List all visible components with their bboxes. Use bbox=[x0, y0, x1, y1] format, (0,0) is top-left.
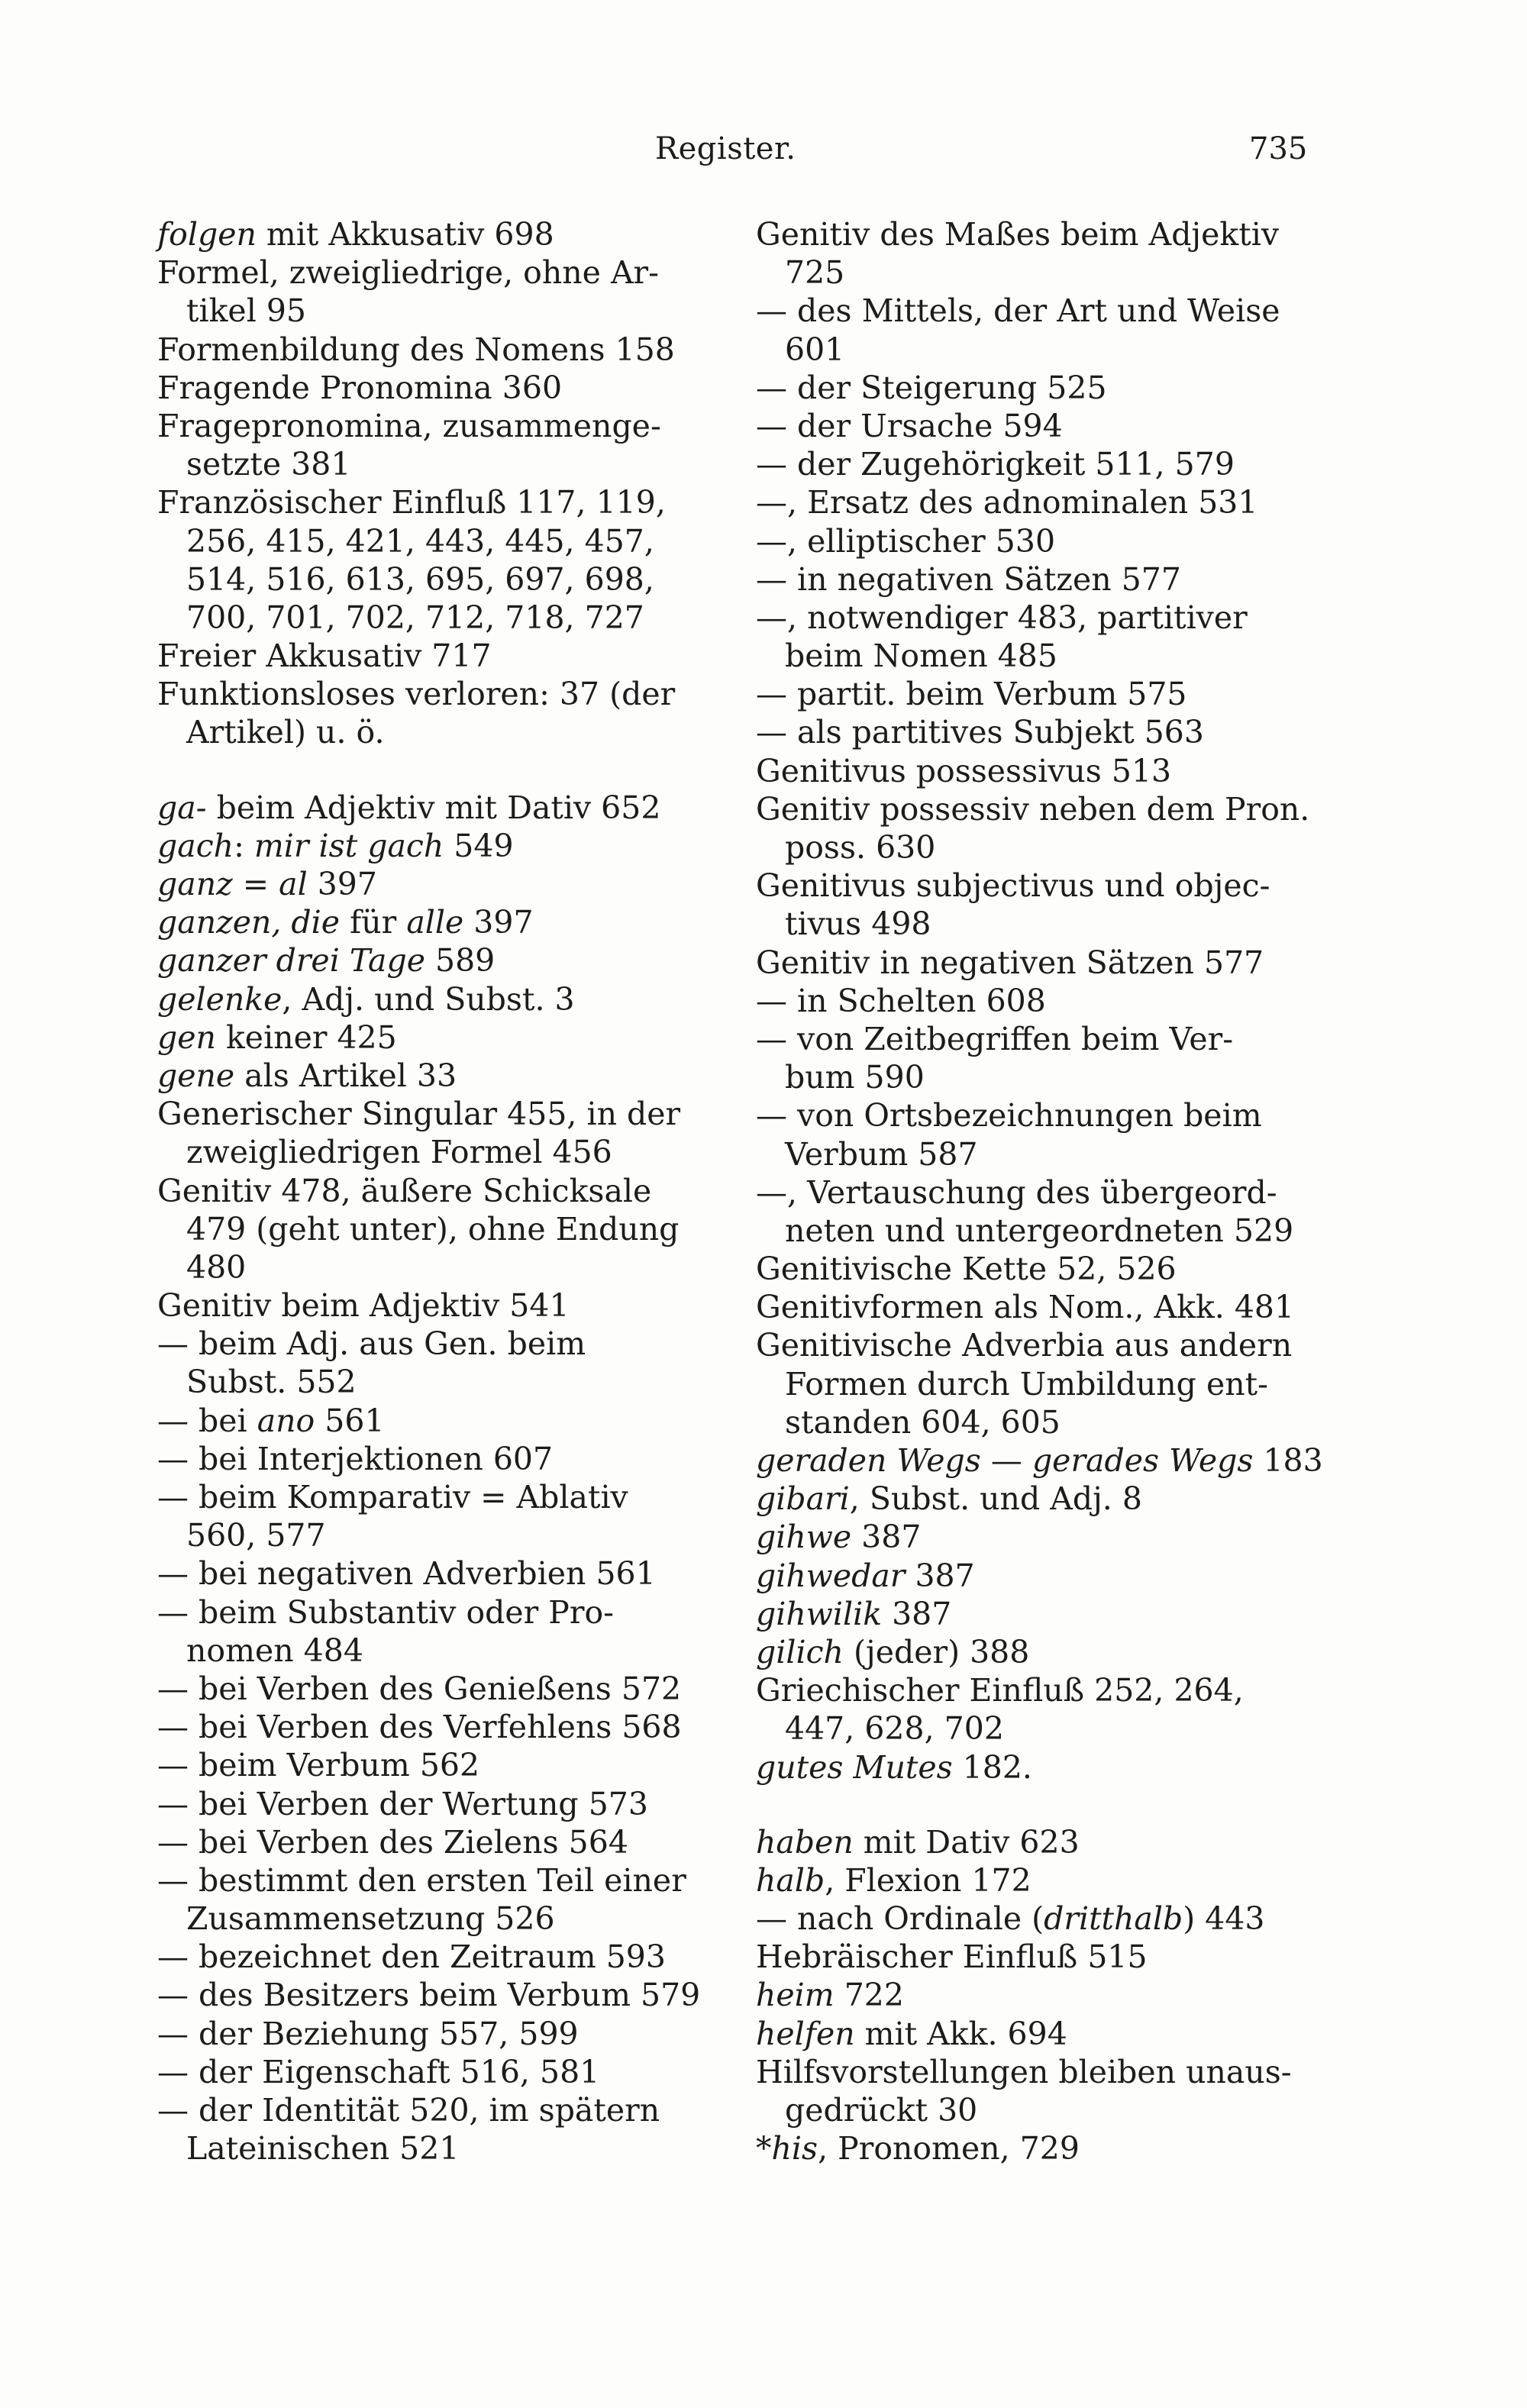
index-entry-line bbox=[756, 1976, 1315, 2014]
index-entry-continuation bbox=[157, 522, 707, 560]
index-entry-line bbox=[756, 675, 1315, 713]
index-term-italic: gihwe bbox=[756, 1519, 852, 1556]
index-entry-continuation bbox=[756, 1058, 1315, 1096]
index-entry-line bbox=[756, 944, 1315, 982]
index-text: — des Mittels, der Art und Weise bbox=[756, 292, 1280, 330]
index-text: — beim Substantiv oder Pro- bbox=[157, 1593, 615, 1631]
index-term-italic: al bbox=[279, 866, 308, 902]
index-entry-continuation bbox=[157, 1133, 707, 1171]
index-text: beim Adjektiv mit Dativ 652 bbox=[206, 789, 661, 826]
index-entry-continuation bbox=[756, 1365, 1315, 1403]
index-entry-line bbox=[157, 1095, 707, 1133]
index-entry-line bbox=[157, 483, 707, 521]
index-text: Subst. 552 bbox=[186, 1364, 357, 1401]
index-entry-line bbox=[756, 1633, 1315, 1671]
index-entry-line bbox=[756, 867, 1315, 905]
index-entry-line bbox=[756, 407, 1315, 445]
index-text: zweigliedrigen Formel 456 bbox=[186, 1134, 612, 1171]
index-entry-line bbox=[157, 1554, 707, 1593]
index-text: — bei Verben des Verfehlens 568 bbox=[157, 1709, 682, 1746]
index-text: 387 bbox=[882, 1595, 952, 1632]
index-term-italic: gibari bbox=[756, 1480, 850, 1518]
index-text: — bbox=[980, 1442, 1032, 1479]
index-entry-line bbox=[157, 1286, 707, 1325]
index-entry-line bbox=[756, 1480, 1315, 1518]
index-text: nomen 484 bbox=[186, 1632, 363, 1669]
index-entry-line bbox=[157, 1402, 707, 1440]
index-text: Verbum 587 bbox=[785, 1135, 978, 1173]
index-entry-line bbox=[756, 1595, 1315, 1633]
index-entry-continuation bbox=[756, 905, 1315, 943]
index-text: bum 590 bbox=[785, 1059, 925, 1096]
index-entry-line bbox=[756, 1326, 1315, 1364]
index-entry-line bbox=[756, 369, 1315, 407]
index-entry-continuation bbox=[756, 2091, 1315, 2129]
index-text: 725 bbox=[785, 254, 845, 292]
index-entry-line bbox=[756, 1900, 1315, 1938]
index-text: — von Ortsbezeichnungen beim bbox=[756, 1097, 1262, 1135]
index-text: — in negativen Sätzen 577 bbox=[756, 560, 1181, 598]
index-entry-line bbox=[157, 1593, 707, 1632]
index-entry-continuation bbox=[157, 713, 707, 751]
index-entry-line bbox=[756, 599, 1315, 637]
index-entry-line bbox=[756, 560, 1315, 599]
index-entry-continuation bbox=[756, 253, 1315, 292]
index-term-italic: gilich bbox=[756, 1633, 844, 1670]
index-text: Genitiv beim Adjektiv 541 bbox=[157, 1287, 570, 1325]
page-number: 735 bbox=[1249, 131, 1308, 166]
index-text: Genitivus subjectivus und objec- bbox=[756, 867, 1270, 905]
index-text: Zusammensetzung 526 bbox=[186, 1900, 555, 1938]
index-text: — der Steigerung 525 bbox=[756, 369, 1107, 406]
index-entry-continuation bbox=[756, 331, 1315, 369]
index-entry-line bbox=[756, 2015, 1315, 2053]
index-text: — bezeichnet den Zeitraum 593 bbox=[157, 1938, 666, 1976]
index-text: Hebräischer Einfluß 515 bbox=[756, 1938, 1148, 1976]
index-text: 387 bbox=[905, 1557, 975, 1594]
index-entry-line bbox=[756, 2129, 1315, 2168]
index-text: 183 bbox=[1253, 1442, 1323, 1479]
index-term-italic: gutes Mutes bbox=[756, 1748, 953, 1786]
index-entry-line bbox=[756, 1518, 1315, 1556]
index-text: Fragende Pronomina 360 bbox=[157, 369, 563, 406]
index-entry-continuation bbox=[157, 2129, 707, 2168]
index-entry-line bbox=[756, 1250, 1315, 1288]
index-entry-line bbox=[756, 713, 1315, 751]
index-entry-line bbox=[756, 1288, 1315, 1326]
index-text: 700, 701, 702, 712, 718, 727 bbox=[186, 599, 644, 636]
index-text: — beim Komparativ = Ablativ bbox=[157, 1479, 628, 1515]
index-term-italic: his bbox=[771, 2130, 818, 2168]
index-entry-continuation bbox=[756, 828, 1315, 867]
index-text: 182. bbox=[952, 1748, 1032, 1786]
index-text: standen 604, 605 bbox=[785, 1403, 1061, 1441]
index-text: — von Zeitbegriffen beim Ver- bbox=[756, 1020, 1234, 1057]
index-entry-line bbox=[157, 1670, 707, 1708]
index-term-italic: ganzen, die bbox=[157, 904, 341, 941]
index-text: Genitiv 478, äußere Schicksale bbox=[157, 1172, 652, 1209]
index-text: — bei negativen Adverbien 561 bbox=[157, 1555, 656, 1593]
index-text: — bei Verben der Wertung 573 bbox=[157, 1785, 648, 1822]
index-text: Generischer Singular 455, in der bbox=[157, 1096, 681, 1133]
index-text: keiner 425 bbox=[215, 1018, 397, 1056]
index-text: —, Vertauschung des übergeord- bbox=[756, 1173, 1277, 1211]
index-entry-line bbox=[157, 1018, 707, 1057]
index-text: — in Schelten 608 bbox=[756, 982, 1046, 1019]
index-text: — nach Ordinale ( bbox=[756, 1900, 1044, 1938]
index-entry-continuation bbox=[157, 1363, 707, 1401]
index-text: 560, 577 bbox=[186, 1517, 326, 1554]
index-term-italic: gerades Wegs bbox=[1031, 1442, 1254, 1479]
index-text: — bei Verben des Zielens 564 bbox=[157, 1823, 628, 1861]
index-entry-line bbox=[157, 1440, 707, 1478]
index-entry-line bbox=[756, 1557, 1315, 1595]
index-entry-line bbox=[756, 522, 1315, 560]
index-entry-line bbox=[157, 827, 707, 865]
index-entry-line bbox=[157, 1976, 707, 2014]
index-text: 256, 415, 421, 443, 445, 457, bbox=[186, 522, 654, 560]
index-text: — des Besitzers beim Verbum 579 bbox=[157, 1977, 701, 2014]
index-entry-line bbox=[756, 752, 1315, 790]
index-entry-line bbox=[157, 407, 707, 445]
index-text: — als partitives Subjekt 563 bbox=[756, 714, 1204, 751]
index-text: —, elliptischer 530 bbox=[756, 522, 1056, 560]
index-text: setzte 381 bbox=[186, 446, 351, 483]
index-entry-line bbox=[157, 637, 707, 675]
index-entry-line bbox=[157, 215, 707, 253]
index-term-italic: gihwilik bbox=[756, 1595, 883, 1632]
index-text: mit Akk. 694 bbox=[854, 2015, 1067, 2052]
index-term-italic: helfen bbox=[756, 2015, 855, 2052]
index-text: Funktionsloses verloren: 37 (der bbox=[157, 676, 676, 713]
index-entry-line bbox=[756, 982, 1315, 1020]
index-entry-line bbox=[157, 1861, 707, 1900]
index-entry-line bbox=[756, 2053, 1315, 2091]
index-text: Französischer Einfluß 117, 119, bbox=[157, 484, 666, 521]
index-term-italic: ano bbox=[257, 1402, 315, 1439]
index-text: = bbox=[232, 866, 279, 902]
index-entry-line bbox=[756, 1748, 1315, 1787]
index-entry-continuation bbox=[157, 1516, 707, 1554]
index-entry-continuation bbox=[157, 292, 707, 330]
index-entry-line bbox=[157, 865, 707, 903]
index-text: 549 bbox=[444, 827, 514, 864]
index-entry-continuation bbox=[756, 1403, 1315, 1441]
index-entry-line bbox=[756, 1173, 1315, 1212]
index-text: ) 443 bbox=[1183, 1900, 1265, 1938]
index-text: tivus 498 bbox=[785, 905, 931, 943]
index-entry-line bbox=[157, 331, 707, 369]
index-text: Genitiv in negativen Sätzen 577 bbox=[756, 944, 1264, 981]
index-entry-continuation bbox=[157, 599, 707, 637]
index-text: 722 bbox=[834, 1977, 904, 2014]
index-text: neten und untergeordneten 529 bbox=[785, 1212, 1294, 1249]
index-entry-line bbox=[157, 2091, 707, 2129]
index-text: für bbox=[340, 904, 407, 941]
index-entry-line bbox=[157, 675, 707, 713]
index-text: Formenbildung des Nomens 158 bbox=[157, 331, 675, 368]
index-text: Artikel) u. ö. bbox=[186, 714, 385, 751]
index-entry-line bbox=[756, 1020, 1315, 1058]
index-entry-line bbox=[756, 292, 1315, 330]
index-text: — beim Adj. aus Gen. beim bbox=[157, 1325, 586, 1363]
index-term-italic: gelenke bbox=[157, 980, 282, 1018]
index-text: Fragepronomina, zusammenge- bbox=[157, 407, 661, 444]
section-gap bbox=[756, 1787, 1315, 1823]
index-text: — bei Interjektionen 607 bbox=[157, 1440, 554, 1477]
index-entry-line bbox=[756, 483, 1315, 521]
index-term-italic: alle bbox=[406, 904, 464, 941]
index-text: poss. 630 bbox=[785, 829, 936, 866]
index-text: — der Eigenschaft 516, 581 bbox=[157, 2053, 600, 2090]
index-text: — der Zugehörigkeit 511, 579 bbox=[756, 446, 1235, 483]
index-entry-line bbox=[756, 445, 1315, 483]
index-text: 514, 516, 613, 695, 697, 698, bbox=[186, 560, 654, 598]
index-entry-line bbox=[157, 1938, 707, 1976]
index-entry-line bbox=[756, 1096, 1315, 1135]
index-term-italic: ganz bbox=[157, 866, 233, 902]
index-text: — partit. beim Verbum 575 bbox=[756, 676, 1187, 713]
index-entry-line bbox=[157, 903, 707, 941]
index-text: beim Nomen 485 bbox=[785, 638, 1057, 675]
index-entry-line bbox=[756, 1671, 1315, 1709]
index-text: Genitiv possessiv neben dem Pron. bbox=[756, 790, 1310, 828]
index-text: Griechischer Einfluß 252, 264, bbox=[756, 1672, 1244, 1709]
index-term-italic: gihwedar bbox=[756, 1557, 906, 1594]
index-entry-continuation bbox=[157, 1632, 707, 1670]
index-text: — bei Verben des Genießens 572 bbox=[157, 1670, 682, 1707]
index-text: 397 bbox=[307, 866, 377, 902]
index-entry-line bbox=[157, 941, 707, 980]
index-entry-line bbox=[157, 1823, 707, 1861]
index-term-italic: gene bbox=[157, 1057, 235, 1094]
index-text: als Artikel 33 bbox=[234, 1057, 457, 1094]
index-entry-continuation bbox=[157, 1248, 707, 1286]
index-text: , Subst. und Adj. 8 bbox=[849, 1480, 1142, 1518]
index-entry-line bbox=[157, 1708, 707, 1746]
index-entry-continuation bbox=[756, 1135, 1315, 1173]
index-text: — der Beziehung 557, 599 bbox=[157, 2015, 579, 2052]
index-entry-line bbox=[157, 1172, 707, 1210]
index-text: 589 bbox=[425, 942, 496, 980]
index-text: Freier Akkusativ 717 bbox=[157, 638, 492, 675]
index-entry-continuation bbox=[157, 1210, 707, 1248]
index-text: Genitivus possessivus 513 bbox=[756, 752, 1172, 789]
index-term-italic: heim bbox=[756, 1977, 835, 2014]
index-text: 561 bbox=[315, 1402, 385, 1439]
index-text: : bbox=[234, 827, 254, 864]
index-entry-line bbox=[157, 1746, 707, 1784]
index-text: — bestimmt den ersten Teil einer bbox=[157, 1861, 686, 1899]
index-text: — bei bbox=[157, 1402, 257, 1439]
index-text: Genitivformen als Nom., Akk. 481 bbox=[756, 1289, 1295, 1326]
index-text: 480 bbox=[186, 1248, 247, 1286]
index-text: tikel 95 bbox=[186, 292, 307, 330]
index-entry-line bbox=[157, 253, 707, 292]
index-entry-line bbox=[157, 1057, 707, 1095]
index-text: mit Akkusativ 698 bbox=[256, 216, 554, 253]
index-text: * bbox=[756, 2130, 772, 2168]
index-entry-line bbox=[756, 1938, 1315, 1976]
index-text: — der Identität 520, im spätern bbox=[157, 2092, 660, 2129]
index-column-right bbox=[756, 215, 1323, 2168]
index-entry-line bbox=[157, 369, 707, 407]
index-term-italic: mir ist gach bbox=[253, 827, 444, 864]
index-text: 447, 628, 702 bbox=[785, 1710, 1004, 1748]
index-entry-line bbox=[756, 790, 1315, 828]
index-entry-line bbox=[157, 1325, 707, 1363]
index-text: Formen durch Umbildung ent- bbox=[785, 1365, 1268, 1403]
index-term-italic: gach bbox=[157, 827, 234, 864]
index-entry-line bbox=[756, 215, 1315, 253]
index-term-italic: haben bbox=[756, 1823, 854, 1861]
index-term-italic: gen bbox=[157, 1018, 216, 1056]
index-term-italic: dritthalb bbox=[1044, 1900, 1183, 1938]
index-entry-continuation bbox=[756, 1709, 1315, 1748]
index-text: Genitivische Adverbia aus andern bbox=[756, 1327, 1293, 1364]
index-entry-continuation bbox=[756, 637, 1315, 675]
index-text: Formel, zweigliedrige, ohne Ar- bbox=[157, 254, 660, 292]
index-text: 387 bbox=[851, 1519, 922, 1556]
index-text: — beim Verbum 562 bbox=[157, 1747, 480, 1784]
index-text: Hilfsvorstellungen bleiben unaus- bbox=[756, 2053, 1292, 2090]
index-entry-continuation bbox=[157, 560, 707, 599]
index-text: Genitivische Kette 52, 526 bbox=[756, 1251, 1177, 1288]
index-text: , Adj. und Subst. 3 bbox=[282, 980, 575, 1018]
index-term-italic: folgen bbox=[157, 216, 257, 253]
index-entry-line bbox=[157, 1478, 707, 1516]
index-term-italic: ganzer drei Tage bbox=[157, 942, 425, 980]
index-text: 601 bbox=[785, 331, 845, 368]
index-text: Genitiv des Maßes beim Adjektiv bbox=[756, 216, 1280, 253]
index-entry-continuation bbox=[157, 1900, 707, 1938]
index-text: Lateinischen 521 bbox=[186, 2130, 460, 2168]
index-entry-line bbox=[157, 980, 707, 1018]
index-text: gedrückt 30 bbox=[785, 2092, 978, 2129]
index-entry-line bbox=[157, 2053, 707, 2091]
index-text: (jeder) 388 bbox=[843, 1633, 1030, 1670]
index-entry-continuation bbox=[756, 1212, 1315, 1250]
index-text: , Pronomen, 729 bbox=[818, 2130, 1080, 2168]
index-text: 479 (geht unter), ohne Endung bbox=[186, 1210, 680, 1248]
index-text: —, Ersatz des adnominalen 531 bbox=[756, 484, 1258, 521]
index-entry-line bbox=[756, 1861, 1315, 1900]
index-text: 397 bbox=[463, 904, 534, 941]
index-text: —, notwendiger 483, partitiver bbox=[756, 599, 1248, 636]
index-term-italic: geraden Wegs bbox=[756, 1442, 981, 1479]
index-entry-continuation bbox=[157, 445, 707, 483]
index-entry-line bbox=[157, 2015, 707, 2053]
index-column-left bbox=[157, 215, 707, 2168]
index-text: mit Dativ 623 bbox=[853, 1823, 1080, 1861]
index-entry-line bbox=[756, 1823, 1315, 1861]
index-entry-line bbox=[157, 789, 707, 827]
running-header-title: Register. bbox=[655, 131, 796, 166]
index-text: — der Ursache 594 bbox=[756, 407, 1063, 444]
section-gap bbox=[157, 752, 707, 789]
index-text: , Flexion 172 bbox=[825, 1861, 1031, 1899]
index-term-italic: ga- bbox=[157, 789, 207, 826]
index-entry-line bbox=[157, 1785, 707, 1823]
index-entry-line bbox=[756, 1441, 1323, 1480]
index-term-italic: halb bbox=[756, 1861, 825, 1899]
